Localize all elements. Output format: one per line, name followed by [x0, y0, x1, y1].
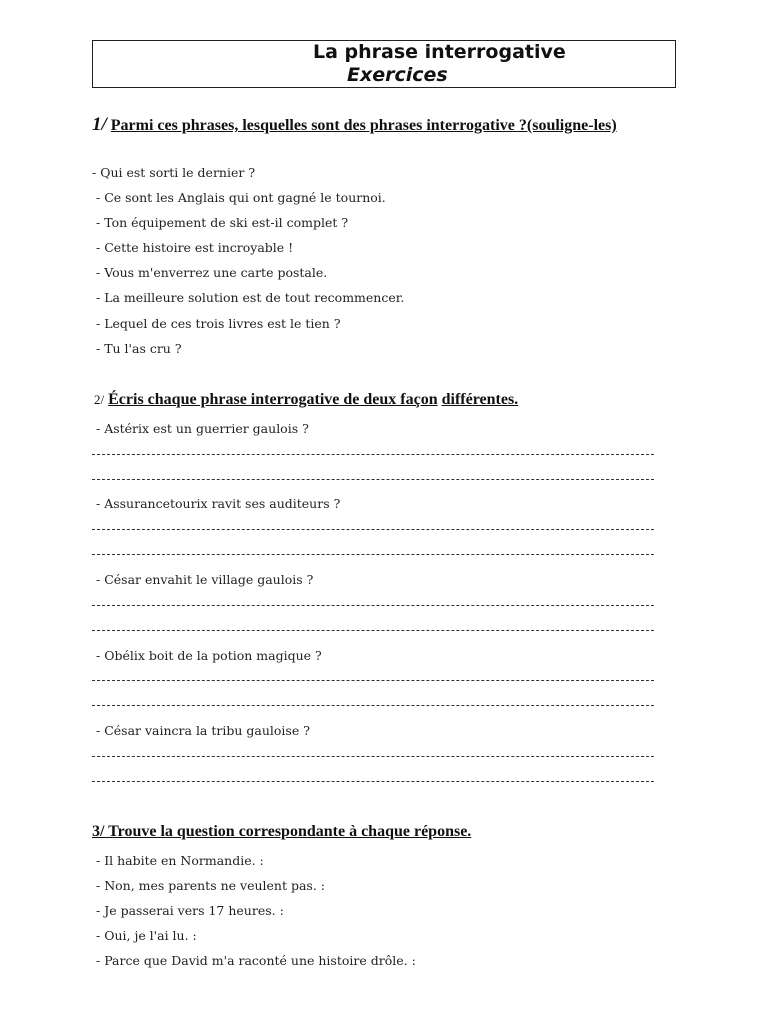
- ex2-item: - Astérix est un guerrier gaulois ?: [96, 421, 309, 436]
- answer-line[interactable]: [92, 605, 654, 606]
- exercise-3-instruction: 3/ Trouve la question correspondante à chaque réponse.: [92, 823, 472, 840]
- exercise-2-heading: [94, 391, 518, 409]
- ex2-item: - Obélix boit de la potion magique ?: [96, 648, 322, 663]
- ex2-item: - Assurancetourix ravit ses auditeurs ?: [96, 496, 341, 511]
- exercise-2-instruction-a: Écris chaque phrase interrogative de deux façon: [108, 391, 438, 408]
- answer-line[interactable]: [92, 554, 654, 555]
- answer-line[interactable]: [92, 756, 654, 757]
- ex1-item: - Qui est sorti le dernier ?: [92, 165, 256, 180]
- answer-line[interactable]: [92, 479, 654, 480]
- answer-line[interactable]: [92, 680, 654, 681]
- answer-line[interactable]: [92, 529, 654, 530]
- ex3-item: - Oui, je l'ai lu. :: [96, 928, 197, 943]
- ex1-item: - Ce sont les Anglais qui ont gagné le tournoi.: [96, 190, 386, 205]
- ex1-item: - Vous m'enverrez une carte postale.: [96, 265, 328, 280]
- exercise-3-heading: [92, 823, 471, 841]
- answer-line[interactable]: [92, 705, 654, 706]
- exercise-1-instruction: Parmi ces phrases, lesquelles sont des phrases interrogative ?(souligne-les): [110, 117, 617, 134]
- answer-line[interactable]: [92, 454, 654, 455]
- exercise-1-heading: [92, 114, 617, 136]
- exercise-2-instruction-b: différentes.: [441, 391, 519, 408]
- ex1-item: - Lequel de ces trois livres est le tien ?: [96, 316, 341, 331]
- ex1-item: - Ton équipement de ski est-il complet ?: [96, 215, 349, 230]
- answer-line[interactable]: [92, 781, 654, 782]
- ex3-item: - Non, mes parents ne veulent pas. :: [96, 878, 325, 893]
- ex1-item: - Cette histoire est incroyable !: [96, 240, 294, 255]
- answer-line[interactable]: [92, 630, 654, 631]
- ex1-item: - La meilleure solution est de tout recommencer.: [96, 290, 405, 305]
- page-title: La phrase interrogative: [313, 41, 566, 63]
- ex3-item: - Je passerai vers 17 heures. :: [96, 903, 284, 918]
- ex2-item: - César vaincra la tribu gauloise ?: [96, 723, 310, 738]
- ex1-item: - Tu l'as cru ?: [96, 341, 182, 356]
- ex2-item: - César envahit le village gaulois ?: [96, 572, 314, 587]
- exercise-1-number: 1/: [92, 114, 107, 135]
- ex3-item: - Il habite en Normandie. :: [96, 853, 264, 868]
- ex3-item: - Parce que David m'a raconté une histoire drôle. :: [96, 953, 416, 968]
- page-subtitle: Exercices: [347, 64, 448, 86]
- exercise-2-number: 2/: [94, 392, 105, 407]
